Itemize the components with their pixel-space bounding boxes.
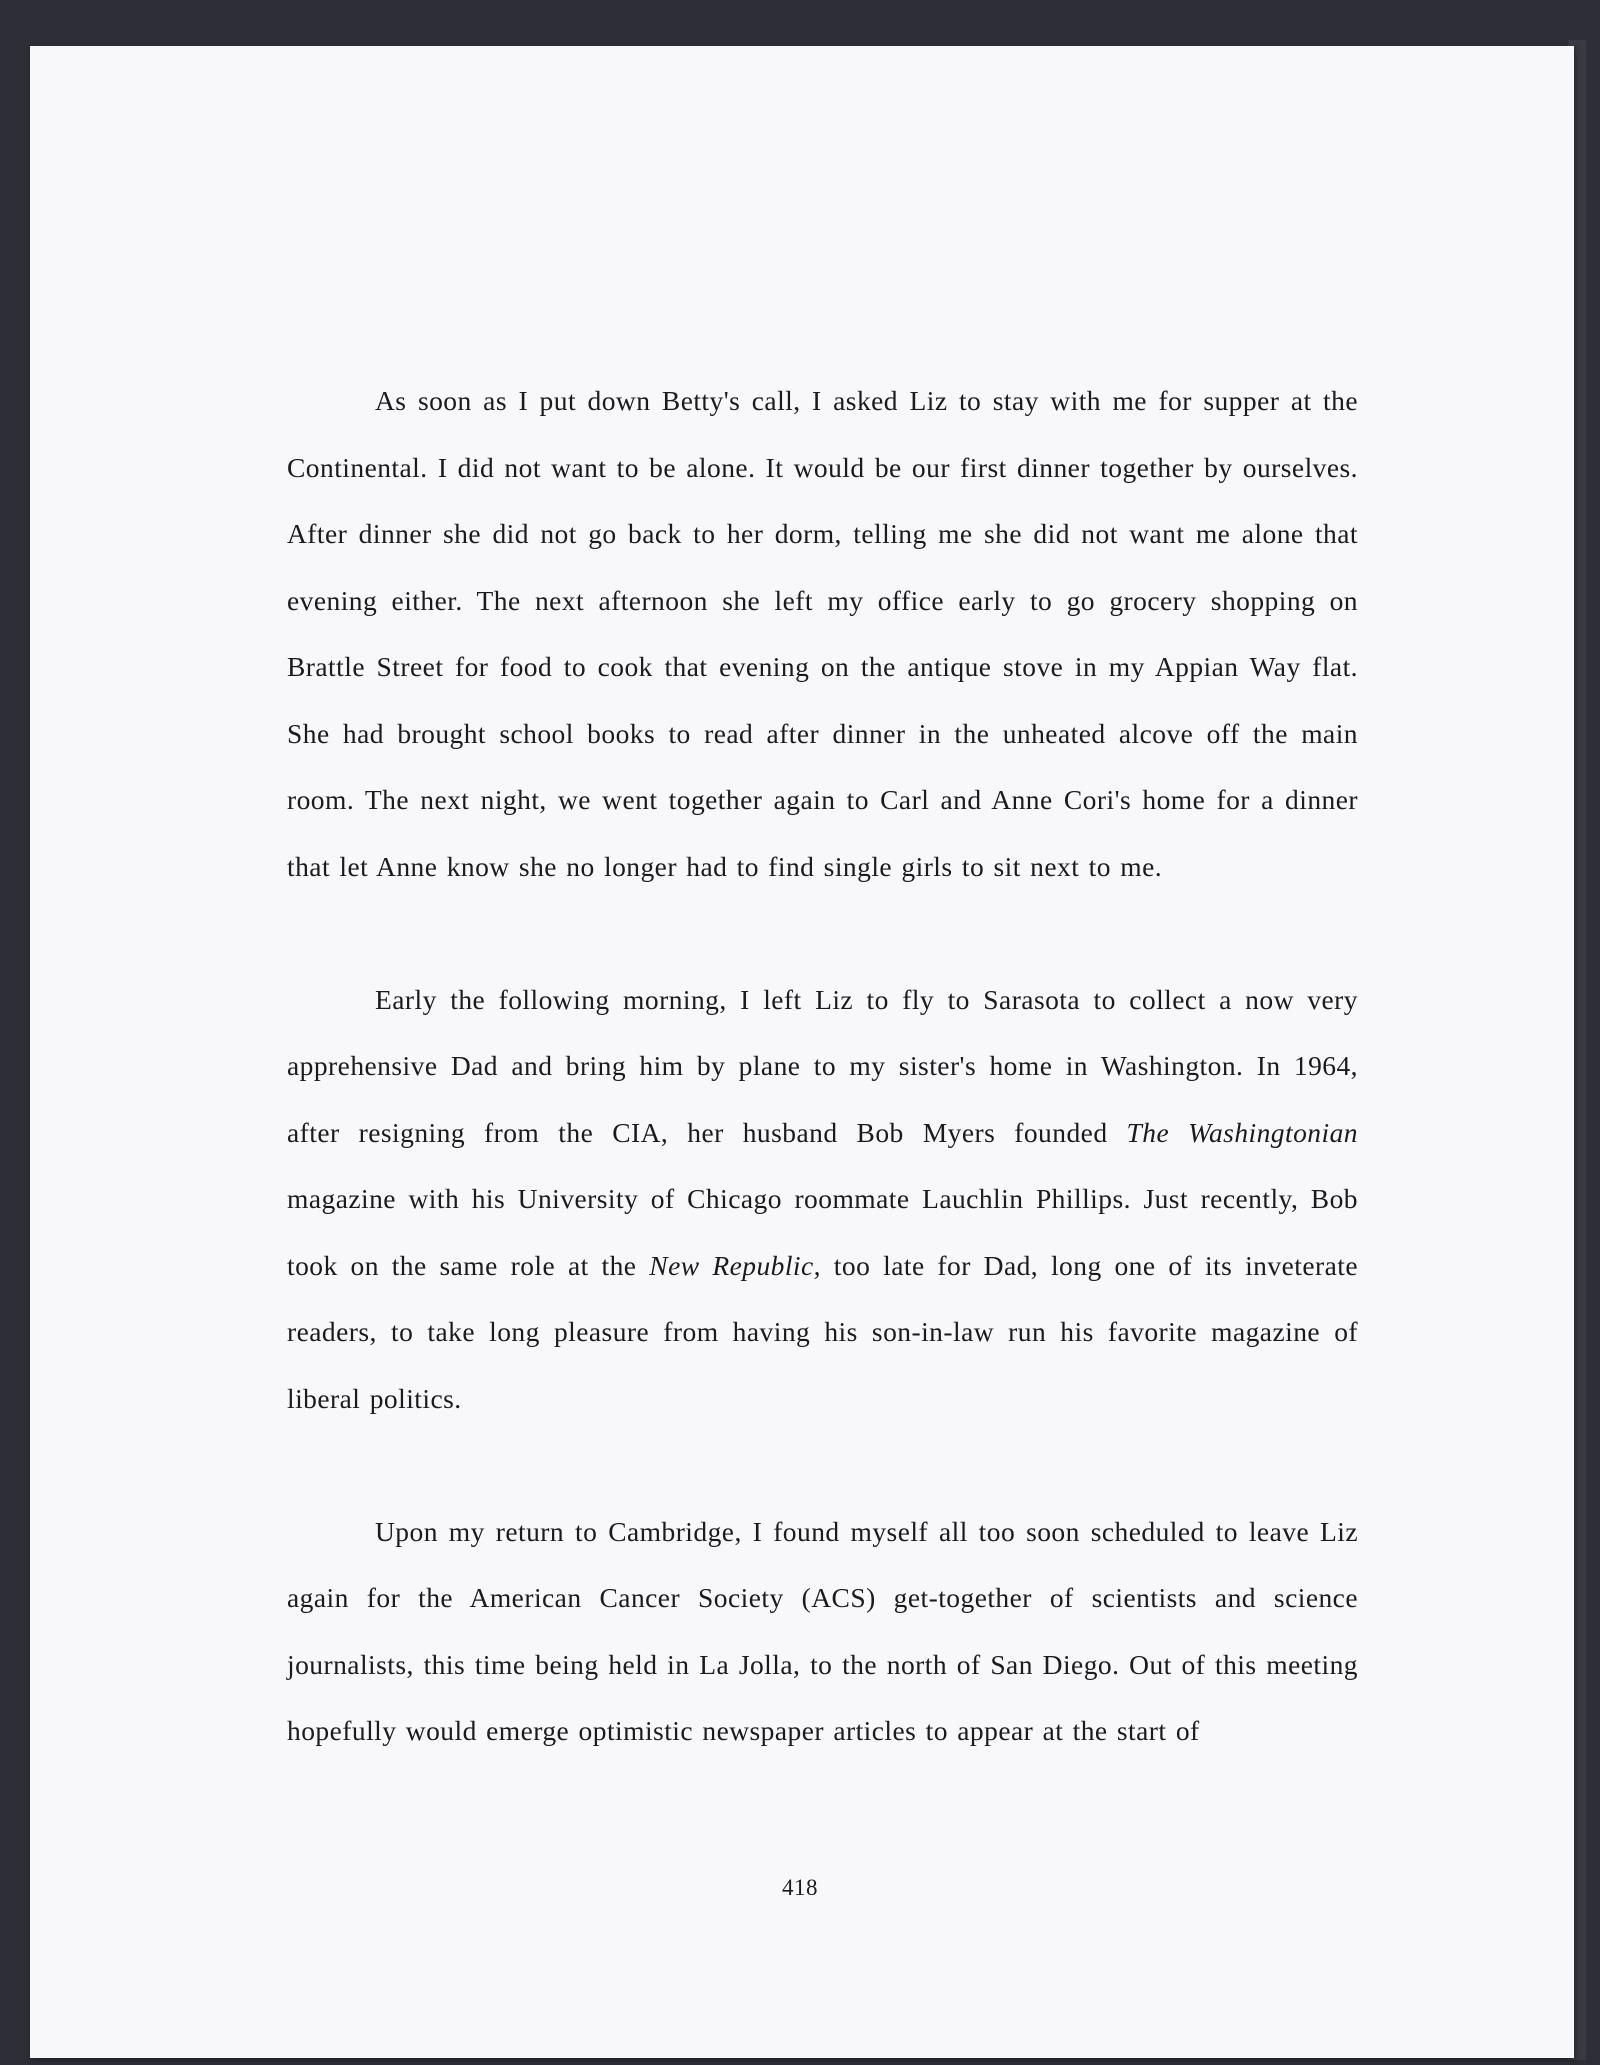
paragraph-2 xyxy=(287,967,1358,1433)
body-text xyxy=(287,368,1358,1765)
paragraph-2-text-b: magazine with his University of Chicago roommate Lauchlin Phillips. Just recently, Bob took on the same role at the xyxy=(287,1183,1358,1281)
paragraph-3 xyxy=(287,1499,1358,1765)
publication-title-new-republic: New Republic, xyxy=(649,1249,821,1281)
publication-title-washingtonian: The Washingtonian xyxy=(1126,1116,1358,1148)
paragraph-1-text: As soon as I put down Betty's call, I asked Liz to stay with me for supper at the Continental. I did not want to be alone. It would be our first dinner together by ourselves. After dinner she did not go back to her dorm, telling me she did not want me alone that evening either. The next afternoon she left my office early to go grocery shopping on Brattle Street for food to cook that evening on the antique stove in my Appian Way flat. She had brought school books to read after dinner in the unheated alcove off the main room. The next night, we went together again to Carl and Anne Cori's home for a dinner that let Anne know she no longer had to find single girls to sit next to me. xyxy=(287,385,1358,882)
paragraph-2-text-a: Early the following morning, I left Liz to fly to Sarasota to collect a now very apprehensive Dad and bring him by plane to my sister's home in Washington. In 1964, after resigning from the CIA, her husband Bob Myers founded xyxy=(287,983,1358,1148)
paragraph-2-text-c: too late for Dad, long one of its inveterate readers, to take long pleasure from having his son-in-law run his favorite magazine of liberal politics. xyxy=(287,1249,1358,1414)
document-page xyxy=(30,46,1574,2058)
page-number: 418 xyxy=(782,1875,818,1900)
paragraph-1 xyxy=(287,368,1358,900)
paragraph-3-text: Upon my return to Cambridge, I found myself all too soon scheduled to leave Liz again for the American Cancer Society (ACS) get-together of scientists and science journalists, this time being held in La Jolla, to the north of San Diego. Out of this meeting hopefully would emerge optimistic newspaper articles to appear at the start of xyxy=(287,1515,1358,1746)
